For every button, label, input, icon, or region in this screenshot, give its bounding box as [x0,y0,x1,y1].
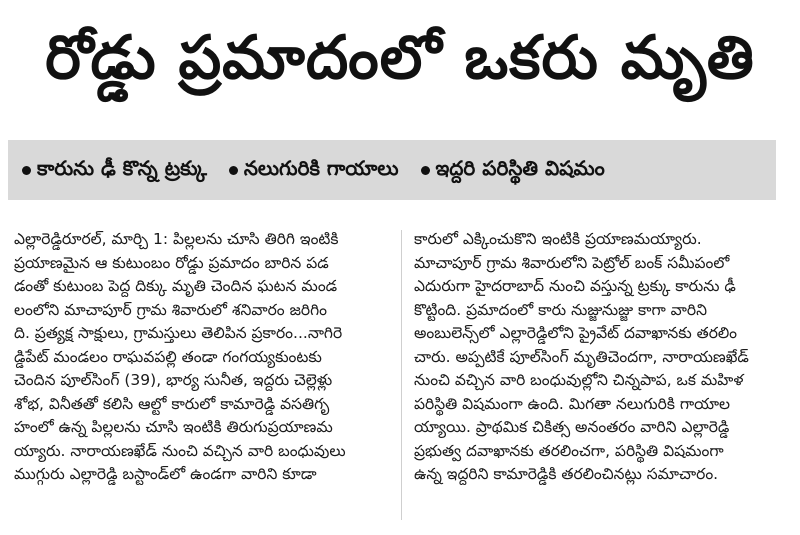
bullet-icon [22,166,31,175]
subhead-text: ఇద్దరి పరిస్థితి విషమం [435,155,605,180]
text-line: ఎల్లారెడ్డిరూరల్, మార్చి 1: పిల్లలను చూసి తిరిగి ఇంటికి [14,230,339,248]
subhead-point [421,156,605,185]
bullet-icon [421,166,430,175]
text-line: పరిస్థితి విషమంగా ఉంది. మిగతా నలుగురికి గాయాల [414,394,731,413]
text-line: ది. ప్రత్యక్ష సాక్షులు, గ్రామస్తులు తెలిపిన ప్రకారం...నాగిరె [14,324,343,342]
text-line: మాచాపూర్ గ్రామ శివారులోని పెట్రోల్ బంక్ సమీపంలో [414,253,730,272]
text-line: య్యాయి. ప్రాథమిక చికిత్స అనంతరం వారిని ఎల్లారెడ్డి [414,418,730,436]
subhead-point [22,156,207,185]
text-line: శోభ, వినీతతో కలిసి ఆల్టో కారులో కామారెడ్డి వసతిగృ [14,394,330,413]
text-line: య్యారు. నారాయణఖేడ్ నుంచి వచ్చిన వారి బంధువులు [14,441,346,460]
subhead-text: నలుగురికి గాయాలు [243,155,399,180]
text-line: లంలోని మాచాపూర్ గ్రామ శివారులో శనివారం జరిగిం [14,300,327,319]
subhead-text: కారును ఢీ కొన్న ట్రక్కు [37,155,207,180]
text-line: కొట్టింది. ప్రమాదంలో కారు నుజ్జునుజ్జు కాగా వారిని [414,300,708,319]
article-column-right [414,228,786,487]
article-column-left [14,228,390,487]
text-line: చెందిన పూల్‌సింగ్ (39), భార్య సునీత, ఇద్దరు చెల్లెళ్లు [14,371,333,389]
headline: రోడ్డు ప్రమాదంలో ఒకరు మృతి [45,23,755,93]
bullet-icon [229,166,238,175]
text-line: ప్రభుత్వ దవాఖానకు తరలించగా, పరిస్థితి విషమంగా [414,441,724,460]
subhead-point [229,156,399,185]
text-line: ముగ్గురు ఎల్లారెడ్డి బస్టాండ్‌లో ఉండగా వారిని కూడా [14,465,317,483]
text-line: కారులో ఎక్కించుకొని ఇంటికి ప్రయాణమయ్యారు. [414,230,702,248]
text-line: నుంచి వచ్చిన వారి బంధువుల్లోని చిన్నపాప, ఒక మహిళ [414,371,744,389]
text-line: ఎదురుగా హైదరాబాద్ నుంచి వస్తున్న ట్రక్కు కారును ఢీ [414,277,736,295]
text-line: ఉన్న ఇద్దరిని కామారెడ్డికి తరలించినట్లు సమాచారం. [414,465,719,483]
text-line: అంబులెన్స్‌లో ఎల్లారెడ్డిలోని ప్రైవేట్ దవాఖానకు తరలిం [414,324,738,342]
subhead-bar [8,140,776,200]
text-line: హంలో ఉన్న పిల్లలను చూసి ఇంటికి తిరుగుప్రయాణమ [14,418,333,436]
text-line: ప్రయాణమైన ఆ కుటుంబం రోడ్డు ప్రమాదం బారిన పడ [14,253,329,272]
text-line: చారు. అప్పటికే పూల్‌సింగ్ మృతిచెందగా, నారాయణఖేడ్ [414,347,749,366]
text-line: డ్డిపేట్ మండలం రాఘవపల్లి తండా గంగయ్యకుంటకు [14,347,322,366]
text-line: డంతో కుటుంబ పెద్ద దిక్కు మృతి చెందిన ఘటన మండ [14,277,338,295]
column-divider [401,230,402,520]
